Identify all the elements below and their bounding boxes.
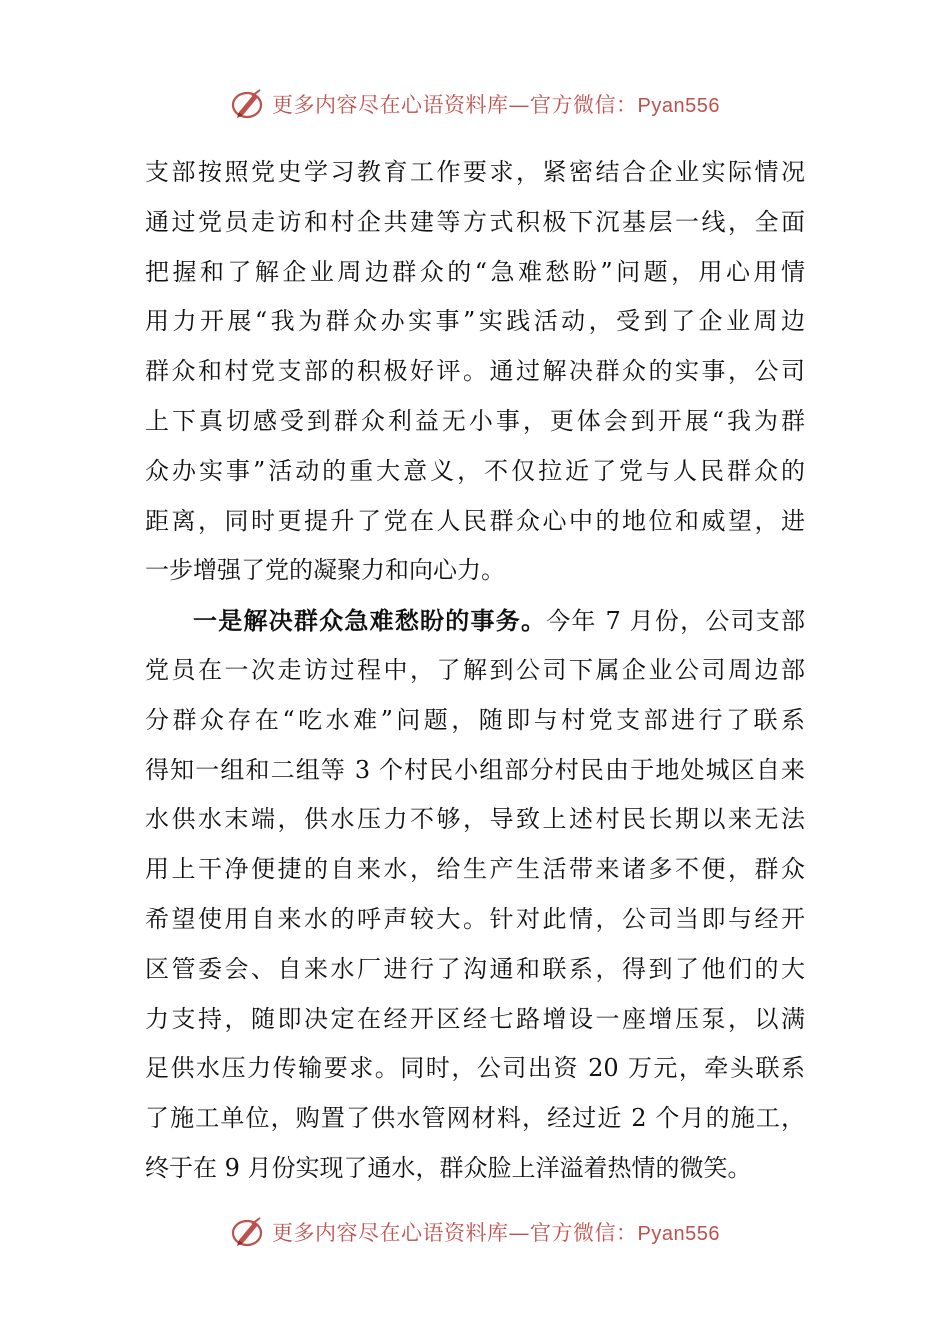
header-banner-label: 更多内容尽在心语资料库—官方微信：	[272, 93, 638, 117]
footer-wechat-id: Pyan556	[637, 1223, 720, 1245]
footer-banner	[0, 1212, 950, 1252]
text-line: 群众和村党支部的积极好评。通过解决群众的实事，公司	[145, 357, 805, 386]
text-line: 距离，同时更提升了党在人民群众心中的地位和威望，进	[145, 506, 805, 535]
text-line: 力支持，随即决定在经开区经七路增设一座增压泵，以满	[145, 1004, 805, 1033]
text-line: 用力开展“我为群众办实事”实践活动，受到了企业周边	[145, 307, 805, 336]
footer-banner-label: 更多内容尽在心语资料库—官方微信：	[272, 1221, 638, 1245]
header-banner-text	[272, 89, 720, 119]
pen-logo-icon	[230, 1214, 266, 1250]
paragraph-2-first-line	[145, 596, 805, 646]
text-line: 得知一组和二组等 3 个村民小组部分村民由于地处城区自来	[145, 755, 805, 784]
text-line: 分群众存在“吃水难”问题，随即与村党支部进行了联系	[145, 705, 805, 734]
text-line: 用上干净便捷的自来水，给生产生活带来诸多不便，群众	[145, 855, 805, 884]
text-line: 通过党员走访和村企共建等方式积极下沉基层一线，全面	[145, 207, 805, 236]
text-line: 希望使用自来水的呼声较大。针对此情，公司当即与经开	[145, 904, 805, 933]
text-line: 水供水末端，供水压力不够，导致上述村民长期以来无法	[145, 805, 805, 834]
paragraph-2	[145, 596, 805, 1194]
text-line: 众办实事”活动的重大意义，不仅拉近了党与人民群众的	[145, 456, 805, 485]
paragraph-2-heading: 一是解决群众急难愁盼的事务。	[193, 606, 547, 636]
text-line: 足供水压力传输要求。同时，公司出资 20 万元，牵头联系	[145, 1054, 805, 1083]
text-line: 上下真切感受到群众利益无小事，更体会到开展“我为群	[145, 406, 805, 435]
paragraph-1	[145, 148, 805, 596]
document-body	[145, 148, 805, 1194]
text-line: 终于在 9 月份实现了通水，群众脸上洋溢着热情的微笑。	[145, 1153, 752, 1182]
text-line: 区管委会、自来水厂进行了沟通和联系，得到了他们的大	[145, 954, 805, 983]
footer-banner-text	[272, 1217, 720, 1247]
text-line: 把握和了解企业周边群众的“急难愁盼”问题，用心用情	[145, 257, 805, 286]
header-wechat-id: Pyan556	[637, 95, 720, 117]
text-line: 党员在一次走访过程中，了解到公司下属企业公司周边部	[145, 655, 805, 684]
pen-logo-icon	[230, 86, 266, 122]
header-banner	[0, 84, 950, 124]
text-line: 支部按照党史学习教育工作要求，紧密结合企业实际情况	[145, 158, 805, 186]
paragraph-2-first-line-rest: 今年 7 月份，公司支部	[546, 607, 806, 636]
text-line: 一步增强了党的凝聚力和向心力。	[145, 556, 505, 585]
text-line: 了施工单位，购置了供水管网材料，经过近 2 个月的施工，	[145, 1104, 805, 1133]
